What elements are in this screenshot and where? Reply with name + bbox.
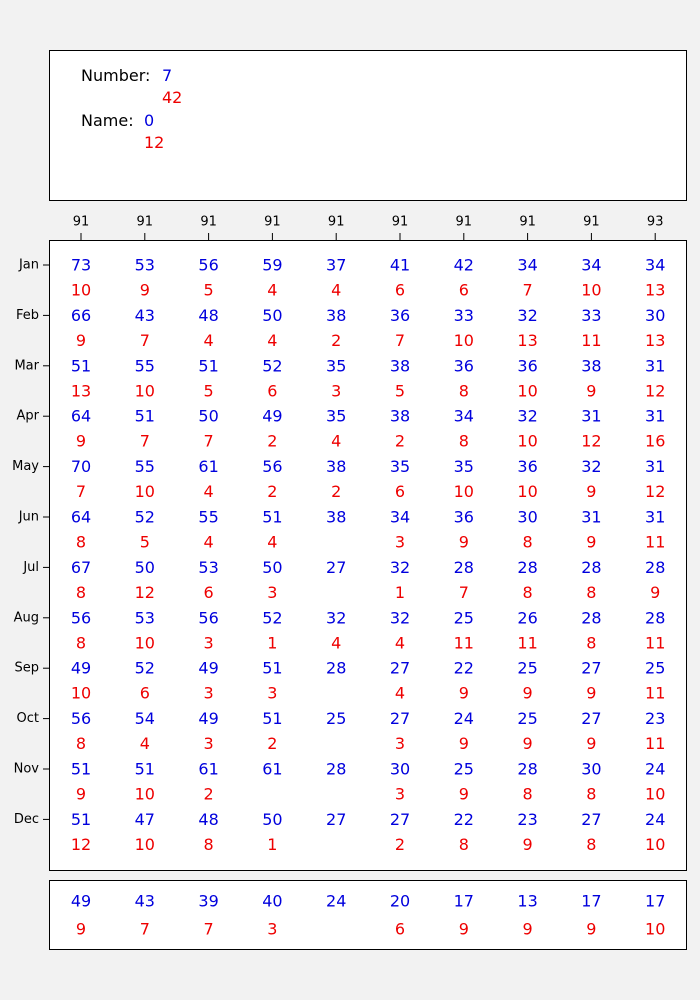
footer-blue-value: 39 (198, 891, 219, 911)
cell-blue-value: 50 (134, 557, 155, 577)
cell-blue-value: 38 (326, 507, 347, 527)
cell-red-value: 3 (394, 734, 406, 754)
cell-red-value: 6 (267, 381, 278, 401)
cell-red-value: 10 (134, 784, 155, 804)
footer-red-value: 9 (586, 919, 597, 939)
cell-red-value: 9 (586, 482, 597, 502)
cell-red-value: 12 (581, 431, 602, 451)
cell-red-value: 4 (331, 431, 342, 451)
cell-red-value: 5 (394, 381, 406, 401)
cell-red-value: 2 (203, 784, 214, 804)
cell-blue-value: 34 (389, 507, 411, 527)
cell-blue-value: 66 (70, 305, 92, 325)
cell-blue-value: 51 (262, 709, 283, 729)
cell-blue-value: 48 (198, 305, 219, 325)
cell-red-value: 2 (267, 482, 278, 502)
footer-blue-value: 43 (134, 891, 155, 911)
row-tick-label: Mar (14, 358, 39, 374)
cell-red-value: 7 (522, 280, 533, 300)
cell-blue-value: 34 (453, 406, 474, 426)
cell-blue-value: 23 (517, 809, 538, 829)
cell-red-value: 3 (203, 633, 214, 653)
cell-blue-value: 51 (134, 759, 155, 779)
cell-blue-value: 49 (198, 709, 219, 729)
cell-red-value: 3 (394, 532, 406, 552)
cell-blue-value: 51 (198, 356, 219, 376)
cell-red-value: 10 (517, 381, 538, 401)
cell-red-value: 11 (645, 683, 666, 703)
cell-red-value: 8 (586, 784, 597, 804)
cell-red-value: 9 (139, 280, 150, 300)
cell-blue-value: 33 (581, 305, 602, 325)
cell-blue-value: 35 (326, 356, 347, 376)
cell-red-value: 12 (645, 482, 666, 502)
cell-red-value: 10 (134, 381, 155, 401)
cell-red-value: 2 (331, 330, 342, 350)
cell-blue-value: 32 (389, 608, 411, 628)
cell-red-value: 13 (645, 330, 666, 350)
cell-blue-value: 28 (517, 759, 538, 779)
cell-red-value: 3 (331, 381, 342, 401)
cell-blue-value: 51 (262, 658, 283, 678)
cell-red-value: 7 (75, 482, 87, 502)
cell-blue-value: 36 (453, 356, 474, 376)
cell-red-value: 4 (267, 532, 278, 552)
cell-red-value: 1 (267, 633, 278, 653)
cell-blue-value: 25 (517, 658, 538, 678)
cell-blue-value: 28 (645, 557, 666, 577)
cell-red-value: 4 (267, 330, 278, 350)
cell-red-value: 10 (517, 431, 538, 451)
cell-blue-value: 51 (70, 356, 92, 376)
row-tick-label: Apr (16, 408, 39, 424)
column-tick-label: 91 (519, 214, 536, 230)
cell-blue-value: 31 (645, 507, 666, 527)
cell-blue-value: 59 (262, 255, 283, 275)
cell-red-value: 4 (394, 633, 406, 653)
cell-blue-value: 27 (581, 809, 602, 829)
cell-blue-value: 49 (70, 658, 92, 678)
cell-red-value: 5 (203, 381, 214, 401)
cell-blue-value: 30 (517, 507, 538, 527)
footer-blue-value: 24 (326, 891, 347, 911)
cell-red-value: 12 (645, 381, 666, 401)
cell-blue-value: 52 (134, 658, 155, 678)
footer-blue-value: 40 (262, 891, 283, 911)
cell-red-value: 4 (267, 280, 278, 300)
cell-blue-value: 28 (326, 658, 347, 678)
cell-red-value: 9 (586, 734, 597, 754)
cell-blue-value: 33 (453, 305, 474, 325)
cell-blue-value: 35 (326, 406, 347, 426)
cell-blue-value: 22 (453, 809, 474, 829)
cell-blue-value: 64 (70, 406, 92, 426)
cell-red-value: 10 (134, 834, 155, 854)
cell-blue-value: 50 (262, 305, 283, 325)
cell-blue-value: 24 (453, 709, 474, 729)
cell-red-value: 3 (203, 734, 214, 754)
row-tick-label: Nov (13, 761, 39, 777)
cell-blue-value: 27 (326, 809, 347, 829)
cell-red-value: 7 (458, 582, 469, 602)
cell-blue-value: 34 (645, 255, 666, 275)
cell-blue-value: 30 (581, 759, 602, 779)
cell-red-value: 6 (458, 280, 469, 300)
cell-red-value: 13 (70, 381, 92, 401)
footer-blue-value: 17 (453, 891, 474, 911)
cell-blue-value: 49 (198, 658, 219, 678)
cell-blue-value: 30 (389, 759, 411, 779)
footer-red-value: 9 (458, 919, 469, 939)
name-blue-value: 0 (144, 111, 155, 130)
cell-red-value: 9 (75, 431, 87, 451)
footer-blue-value: 17 (581, 891, 602, 911)
cell-blue-value: 27 (389, 709, 411, 729)
cell-blue-value: 27 (389, 809, 411, 829)
cell-blue-value: 27 (581, 658, 602, 678)
cell-red-value: 8 (75, 633, 87, 653)
cell-blue-value: 31 (645, 457, 666, 477)
row-tick-label: Dec (13, 811, 39, 827)
footer-blue-value: 13 (517, 891, 538, 911)
row-tick-label: Oct (16, 711, 39, 727)
cell-blue-value: 51 (262, 507, 283, 527)
cell-blue-value: 32 (326, 608, 347, 628)
cell-red-value: 16 (645, 431, 666, 451)
cell-blue-value: 28 (453, 557, 474, 577)
cell-red-value: 9 (650, 582, 661, 602)
cell-red-value: 10 (517, 482, 538, 502)
column-tick-label: 91 (583, 214, 600, 230)
cell-blue-value: 24 (645, 809, 666, 829)
cell-blue-value: 27 (389, 658, 411, 678)
cell-red-value: 7 (139, 431, 150, 451)
cell-red-value: 4 (331, 280, 342, 300)
row-tick-label: May (12, 459, 39, 475)
cell-red-value: 8 (203, 834, 214, 854)
cell-blue-value: 56 (70, 608, 92, 628)
column-tick-label: 91 (391, 214, 409, 230)
cell-blue-value: 61 (198, 759, 219, 779)
cell-blue-value: 38 (389, 356, 411, 376)
cell-blue-value: 28 (581, 608, 602, 628)
cell-blue-value: 36 (389, 305, 411, 325)
cell-red-value: 4 (203, 532, 214, 552)
column-tick-label: 91 (264, 214, 281, 230)
cell-red-value: 6 (394, 280, 406, 300)
cell-blue-value: 42 (453, 255, 474, 275)
cell-red-value: 2 (331, 482, 342, 502)
number-label: Number: (81, 66, 151, 85)
cell-red-value: 2 (394, 834, 406, 854)
cell-blue-value: 31 (645, 356, 666, 376)
cell-blue-value: 26 (517, 608, 538, 628)
cell-red-value: 4 (203, 330, 214, 350)
cell-blue-value: 28 (326, 759, 347, 779)
cell-blue-value: 53 (134, 608, 155, 628)
cell-blue-value: 28 (645, 608, 666, 628)
cell-blue-value: 64 (70, 507, 92, 527)
cell-red-value: 9 (458, 734, 469, 754)
cell-blue-value: 36 (517, 356, 538, 376)
footer-blue-value: 17 (645, 891, 666, 911)
cell-blue-value: 35 (389, 457, 411, 477)
cell-blue-value: 31 (645, 406, 666, 426)
cell-red-value: 11 (645, 633, 666, 653)
cell-blue-value: 61 (198, 457, 219, 477)
cell-blue-value: 73 (70, 255, 92, 275)
row-tick-label: Aug (13, 610, 39, 626)
column-tick-label: 91 (72, 214, 90, 230)
cell-red-value: 8 (586, 633, 597, 653)
cell-blue-value: 67 (70, 557, 92, 577)
cell-red-value: 9 (75, 330, 87, 350)
cell-blue-value: 56 (198, 255, 219, 275)
cell-blue-value: 24 (645, 759, 666, 779)
cell-red-value: 9 (586, 683, 597, 703)
cell-blue-value: 25 (645, 658, 666, 678)
cell-red-value: 10 (581, 280, 602, 300)
row-tick-label: Jun (18, 509, 39, 525)
cell-blue-value: 55 (198, 507, 219, 527)
cell-red-value: 9 (458, 532, 469, 552)
cell-red-value: 10 (134, 482, 155, 502)
cell-blue-value: 56 (70, 709, 92, 729)
name-label: Name: (81, 111, 134, 130)
cell-blue-value: 53 (134, 255, 155, 275)
cell-red-value: 12 (134, 582, 155, 602)
cell-red-value: 1 (267, 834, 278, 854)
number-blue-value: 7 (162, 66, 173, 85)
cell-red-value: 11 (517, 633, 538, 653)
cell-blue-value: 35 (453, 457, 474, 477)
cell-blue-value: 34 (581, 255, 602, 275)
row-tick-label: Jul (23, 559, 39, 575)
cell-blue-value: 30 (645, 305, 666, 325)
column-tick-label: 93 (646, 214, 664, 230)
cell-red-value: 2 (267, 431, 278, 451)
cell-blue-value: 38 (389, 406, 411, 426)
cell-blue-value: 31 (581, 406, 602, 426)
column-tick-label: 91 (455, 214, 473, 230)
cell-blue-value: 56 (198, 608, 219, 628)
cell-red-value: 11 (581, 330, 602, 350)
cell-blue-value: 50 (262, 557, 283, 577)
cell-blue-value: 32 (517, 305, 538, 325)
cell-blue-value: 51 (70, 809, 92, 829)
cell-blue-value: 55 (134, 457, 155, 477)
cell-blue-value: 25 (517, 709, 538, 729)
cell-blue-value: 25 (453, 759, 474, 779)
cell-blue-value: 38 (581, 356, 602, 376)
cell-blue-value: 25 (453, 608, 474, 628)
cell-blue-value: 38 (326, 457, 347, 477)
cell-red-value: 4 (203, 482, 214, 502)
column-tick-label: 91 (200, 214, 217, 230)
cell-blue-value: 32 (389, 557, 411, 577)
cell-blue-value: 54 (134, 709, 155, 729)
cell-blue-value: 22 (453, 658, 474, 678)
cell-blue-value: 34 (517, 255, 538, 275)
cell-red-value: 2 (394, 431, 406, 451)
footer-red-value: 9 (75, 919, 87, 939)
cell-red-value: 12 (70, 834, 92, 854)
number-red-value: 42 (162, 88, 183, 107)
cell-blue-value: 52 (262, 356, 283, 376)
cell-blue-value: 32 (517, 406, 538, 426)
cell-red-value: 8 (75, 532, 87, 552)
cell-red-value: 3 (267, 582, 278, 602)
cell-blue-value: 52 (262, 608, 283, 628)
cell-red-value: 8 (586, 834, 597, 854)
cell-red-value: 4 (394, 683, 406, 703)
cell-blue-value: 61 (262, 759, 283, 779)
cell-blue-value: 49 (262, 406, 283, 426)
cell-red-value: 13 (645, 280, 666, 300)
cell-blue-value: 41 (389, 255, 411, 275)
cell-blue-value: 50 (262, 809, 283, 829)
cell-red-value: 9 (458, 784, 469, 804)
cell-blue-value: 31 (581, 507, 602, 527)
cell-red-value: 6 (203, 582, 214, 602)
cell-blue-value: 32 (581, 457, 602, 477)
cell-red-value: 5 (203, 280, 214, 300)
cell-red-value: 8 (458, 431, 469, 451)
cell-blue-value: 38 (326, 305, 347, 325)
cell-blue-value: 51 (134, 406, 155, 426)
cell-red-value: 10 (453, 330, 474, 350)
name-red-value: 12 (144, 133, 165, 152)
cell-red-value: 8 (75, 582, 87, 602)
cell-blue-value: 70 (70, 457, 92, 477)
cell-blue-value: 50 (198, 406, 219, 426)
cell-blue-value: 27 (581, 709, 602, 729)
footer-red-value: 7 (139, 919, 150, 939)
cell-blue-value: 23 (645, 709, 666, 729)
cell-red-value: 13 (517, 330, 538, 350)
cell-red-value: 10 (645, 784, 666, 804)
cell-blue-value: 28 (517, 557, 538, 577)
column-tick-label: 91 (136, 214, 154, 230)
cell-blue-value: 36 (453, 507, 474, 527)
cell-red-value: 3 (394, 784, 406, 804)
footer-blue-value: 20 (389, 891, 411, 911)
cell-red-value: 10 (70, 280, 92, 300)
cell-blue-value: 43 (134, 305, 155, 325)
cell-red-value: 10 (70, 683, 92, 703)
cell-red-value: 4 (139, 734, 150, 754)
cell-red-value: 5 (139, 532, 150, 552)
cell-red-value: 8 (522, 532, 533, 552)
footer-red-value: 7 (203, 919, 214, 939)
cell-red-value: 1 (394, 582, 406, 602)
footer-red-value: 3 (267, 919, 278, 939)
cell-red-value: 7 (139, 330, 150, 350)
cell-red-value: 10 (134, 633, 155, 653)
cell-red-value: 11 (453, 633, 474, 653)
cell-red-value: 8 (522, 582, 533, 602)
cell-red-value: 8 (458, 381, 469, 401)
cell-red-value: 10 (453, 482, 474, 502)
cell-blue-value: 52 (134, 507, 155, 527)
row-tick-label: Sep (14, 660, 39, 676)
cell-red-value: 9 (586, 532, 597, 552)
cell-blue-value: 53 (198, 557, 219, 577)
cell-blue-value: 37 (326, 255, 347, 275)
cell-blue-value: 48 (198, 809, 219, 829)
cell-blue-value: 27 (326, 557, 347, 577)
footer-red-value: 10 (645, 919, 666, 939)
footer-red-value: 9 (522, 919, 533, 939)
cell-red-value: 4 (331, 633, 342, 653)
cell-red-value: 9 (522, 834, 533, 854)
cell-red-value: 9 (522, 683, 533, 703)
cell-blue-value: 36 (517, 457, 538, 477)
cell-red-value: 7 (203, 431, 214, 451)
cell-red-value: 9 (458, 683, 469, 703)
cell-red-value: 6 (139, 683, 150, 703)
cell-red-value: 11 (645, 734, 666, 754)
cell-blue-value: 28 (581, 557, 602, 577)
footer-blue-value: 49 (70, 891, 92, 911)
cell-blue-value: 55 (134, 356, 155, 376)
cell-red-value: 8 (458, 834, 469, 854)
cell-red-value: 8 (522, 784, 533, 804)
cell-red-value: 11 (645, 532, 666, 552)
cell-red-value: 9 (586, 381, 597, 401)
row-tick-label: Feb (15, 307, 39, 323)
cell-red-value: 7 (394, 330, 406, 350)
cell-red-value: 8 (586, 582, 597, 602)
cell-red-value: 10 (645, 834, 666, 854)
row-tick-label: Jan (18, 257, 39, 273)
cell-red-value: 3 (203, 683, 214, 703)
cell-blue-value: 25 (326, 709, 347, 729)
cell-red-value: 6 (394, 482, 406, 502)
cell-blue-value: 56 (262, 457, 283, 477)
cell-red-value: 2 (267, 734, 278, 754)
cell-red-value: 9 (75, 784, 87, 804)
cell-blue-value: 47 (134, 809, 155, 829)
column-tick-label: 91 (327, 214, 345, 230)
cell-red-value: 3 (267, 683, 278, 703)
cell-blue-value: 51 (70, 759, 92, 779)
cell-red-value: 9 (522, 734, 533, 754)
cell-red-value: 8 (75, 734, 87, 754)
footer-red-value: 6 (394, 919, 406, 939)
